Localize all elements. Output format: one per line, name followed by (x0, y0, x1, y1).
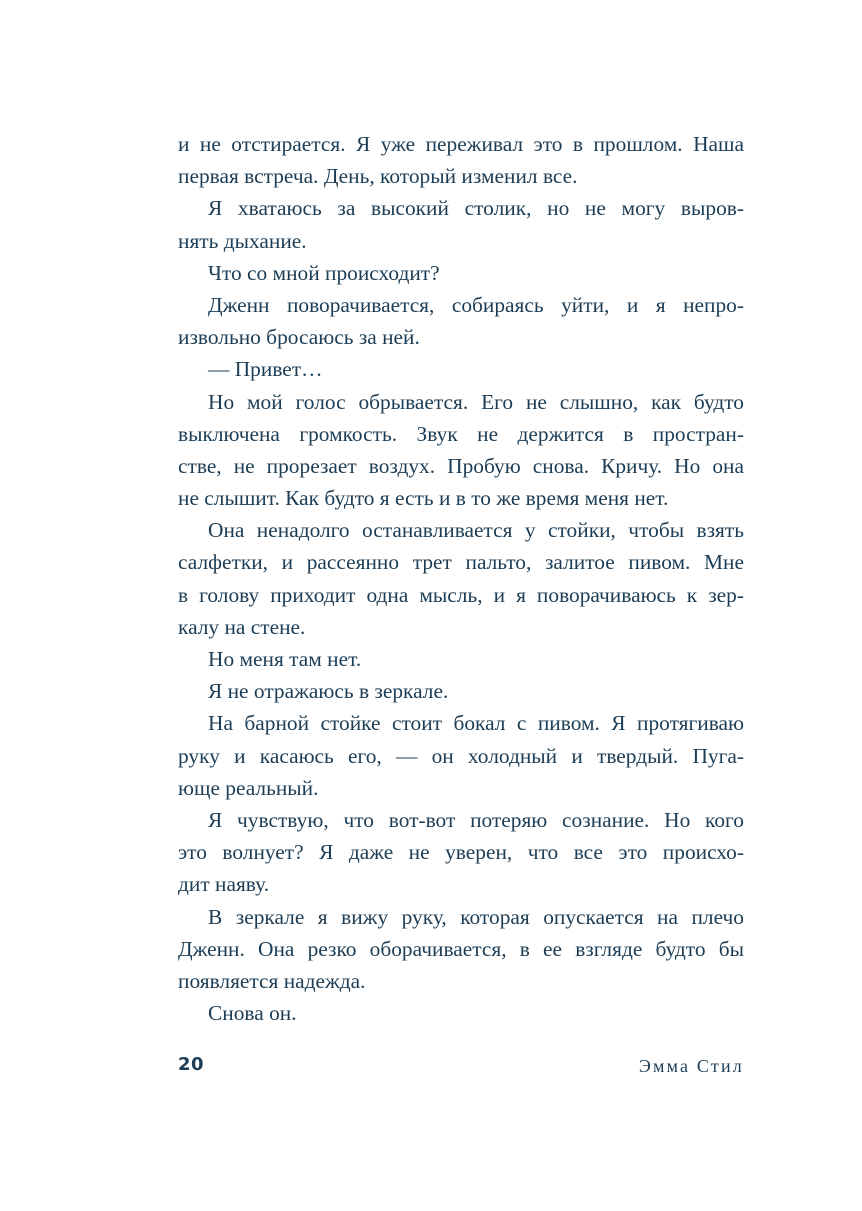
text-line: В зеркале я вижу руку, которая опускается на плечо (208, 904, 744, 929)
text-line: юще реальный. (178, 775, 319, 800)
text-line: Что со мной происходит? (208, 260, 440, 285)
text-line: салфетки, и рассеянно трет пальто, залитое пивом. Мне (178, 550, 744, 575)
text-line: Она ненадолго останавливается у стойки, чтобы взять (208, 518, 744, 543)
text-line: — Привет… (208, 357, 323, 382)
text-line: Я чувствую, что вот-вот потеряю сознание. Но кого (208, 807, 744, 832)
text-line: в голову приходит одна мысль, и я поворачиваюсь к зер- (178, 582, 744, 607)
text-line: появляется надежда. (178, 968, 366, 993)
text-line: не слышит. Как будто я есть и в то же время меня нет. (178, 486, 669, 511)
text-line: Дженн. Она резко оборачивается, в ее взгляде будто бы (178, 936, 744, 961)
text-line: На барной стойке стоит бокал с пивом. Я протягиваю (208, 711, 744, 736)
text-line: первая встреча. День, который изменил все. (178, 164, 578, 189)
text-line: и не отстирается. Я уже переживал это в прошлом. Наша (178, 132, 744, 156)
page-number: 20 (178, 1054, 205, 1075)
text-line: нять дыхание. (178, 228, 307, 253)
text-line: Но меня там нет. (208, 647, 362, 671)
text-line: Дженн поворачивается, собираясь уйти, и я непро- (208, 292, 744, 317)
text-line: извольно бросаюсь за ней. (178, 325, 420, 350)
text-line: Я хватаюсь за высокий столик, но не могу выров- (208, 196, 744, 221)
text-line: Но мой голос обрывается. Его не слышно, как будто (208, 389, 744, 414)
text-line: это волнует? Я даже не уверен, что все это происхо- (178, 840, 744, 865)
text-line: стве, не прорезает воздух. Пробую снова. Кричу. Но она (178, 453, 744, 478)
text-line: руку и касаюсь его, — он холодный и твердый. Пуга- (178, 743, 744, 768)
text-line: калу на стене. (178, 614, 306, 639)
body-text (178, 128, 744, 1029)
text-line: выключена громкость. Звук не держится в простран- (178, 421, 744, 446)
text-line: Снова он. (208, 1001, 297, 1026)
running-header-author: Эмма Стил (638, 1056, 744, 1076)
text-line: дит наяву. (178, 872, 270, 897)
text-line: Я не отражаюсь в зеркале. (208, 679, 449, 704)
page-footer (178, 1054, 744, 1084)
